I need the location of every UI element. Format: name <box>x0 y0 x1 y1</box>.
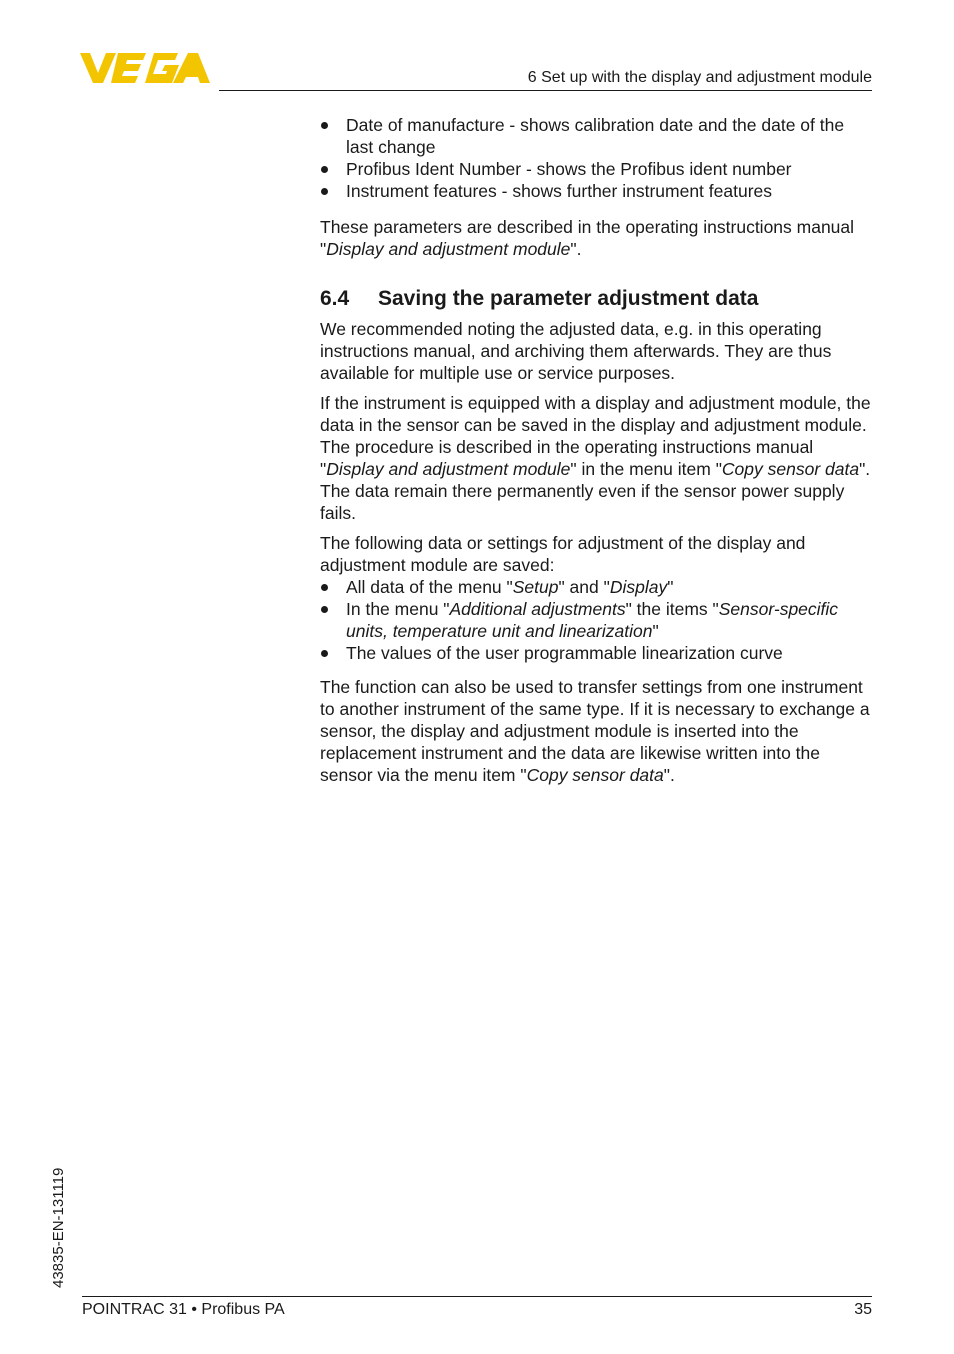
paragraph: We recommended noting the adjusted data, e.g. in this operating instructions manual, and archiving them afterwards. They are thus available for multiple use or service purposes. <box>320 319 832 383</box>
paragraph: If the instrument is equipped with a display and adjustment module, the data in the sensor can be saved in the display and adjustment module. The procedure is described in the operating instructions manual "Display and adjustment module" in the menu item "Copy sensor data". The data remain there permanently even if the sensor power supply fails. <box>320 393 871 523</box>
header-rule <box>219 90 872 91</box>
footer-product: POINTRAC 31 • Profibus PA <box>82 1301 285 1318</box>
list-item: Instrument features - shows further instrument features <box>320 180 876 202</box>
footer-rule <box>82 1296 872 1297</box>
section-number: 6.4 <box>320 287 350 310</box>
document-id: 43835-EN-131119 <box>50 1167 67 1288</box>
list-item: The values of the user programmable linearization curve <box>320 642 876 664</box>
vega-logo <box>80 50 212 89</box>
running-head: 6 Set up with the display and adjustment module <box>527 69 872 86</box>
list-item: Date of manufacture - shows calibration date and the date of the last change <box>320 114 876 158</box>
list-item: All data of the menu "Setup" and "Display" <box>320 576 876 598</box>
intro-paragraph: These parameters are described in the operating instructions manual "Display and adjustment module". <box>320 217 855 259</box>
paragraph: The following data or settings for adjustment of the display and adjustment module are saved: <box>320 533 806 575</box>
section-heading <box>320 286 876 312</box>
vega-logo-mark <box>80 50 212 84</box>
page-number: 35 <box>854 1301 872 1318</box>
list-item: In the menu "Additional adjustments" the items "Sensor-specific units, temperature unit and linearization" <box>320 598 876 642</box>
main-content <box>320 114 876 786</box>
intro-bullet-list <box>320 114 876 202</box>
list-item: Profibus Ident Number - shows the Profibus ident number <box>320 158 876 180</box>
saved-data-bullet-list <box>320 576 876 664</box>
section-title: Saving the parameter adjustment data <box>378 287 759 310</box>
paragraph: The function can also be used to transfer settings from one instrument to another instrument of the same type. If it is necessary to exchange a sensor, the display and adjustment module is inserted into the replacement instrument and the data are likewise written into the sensor via the menu item "Copy sensor data". <box>320 677 870 785</box>
